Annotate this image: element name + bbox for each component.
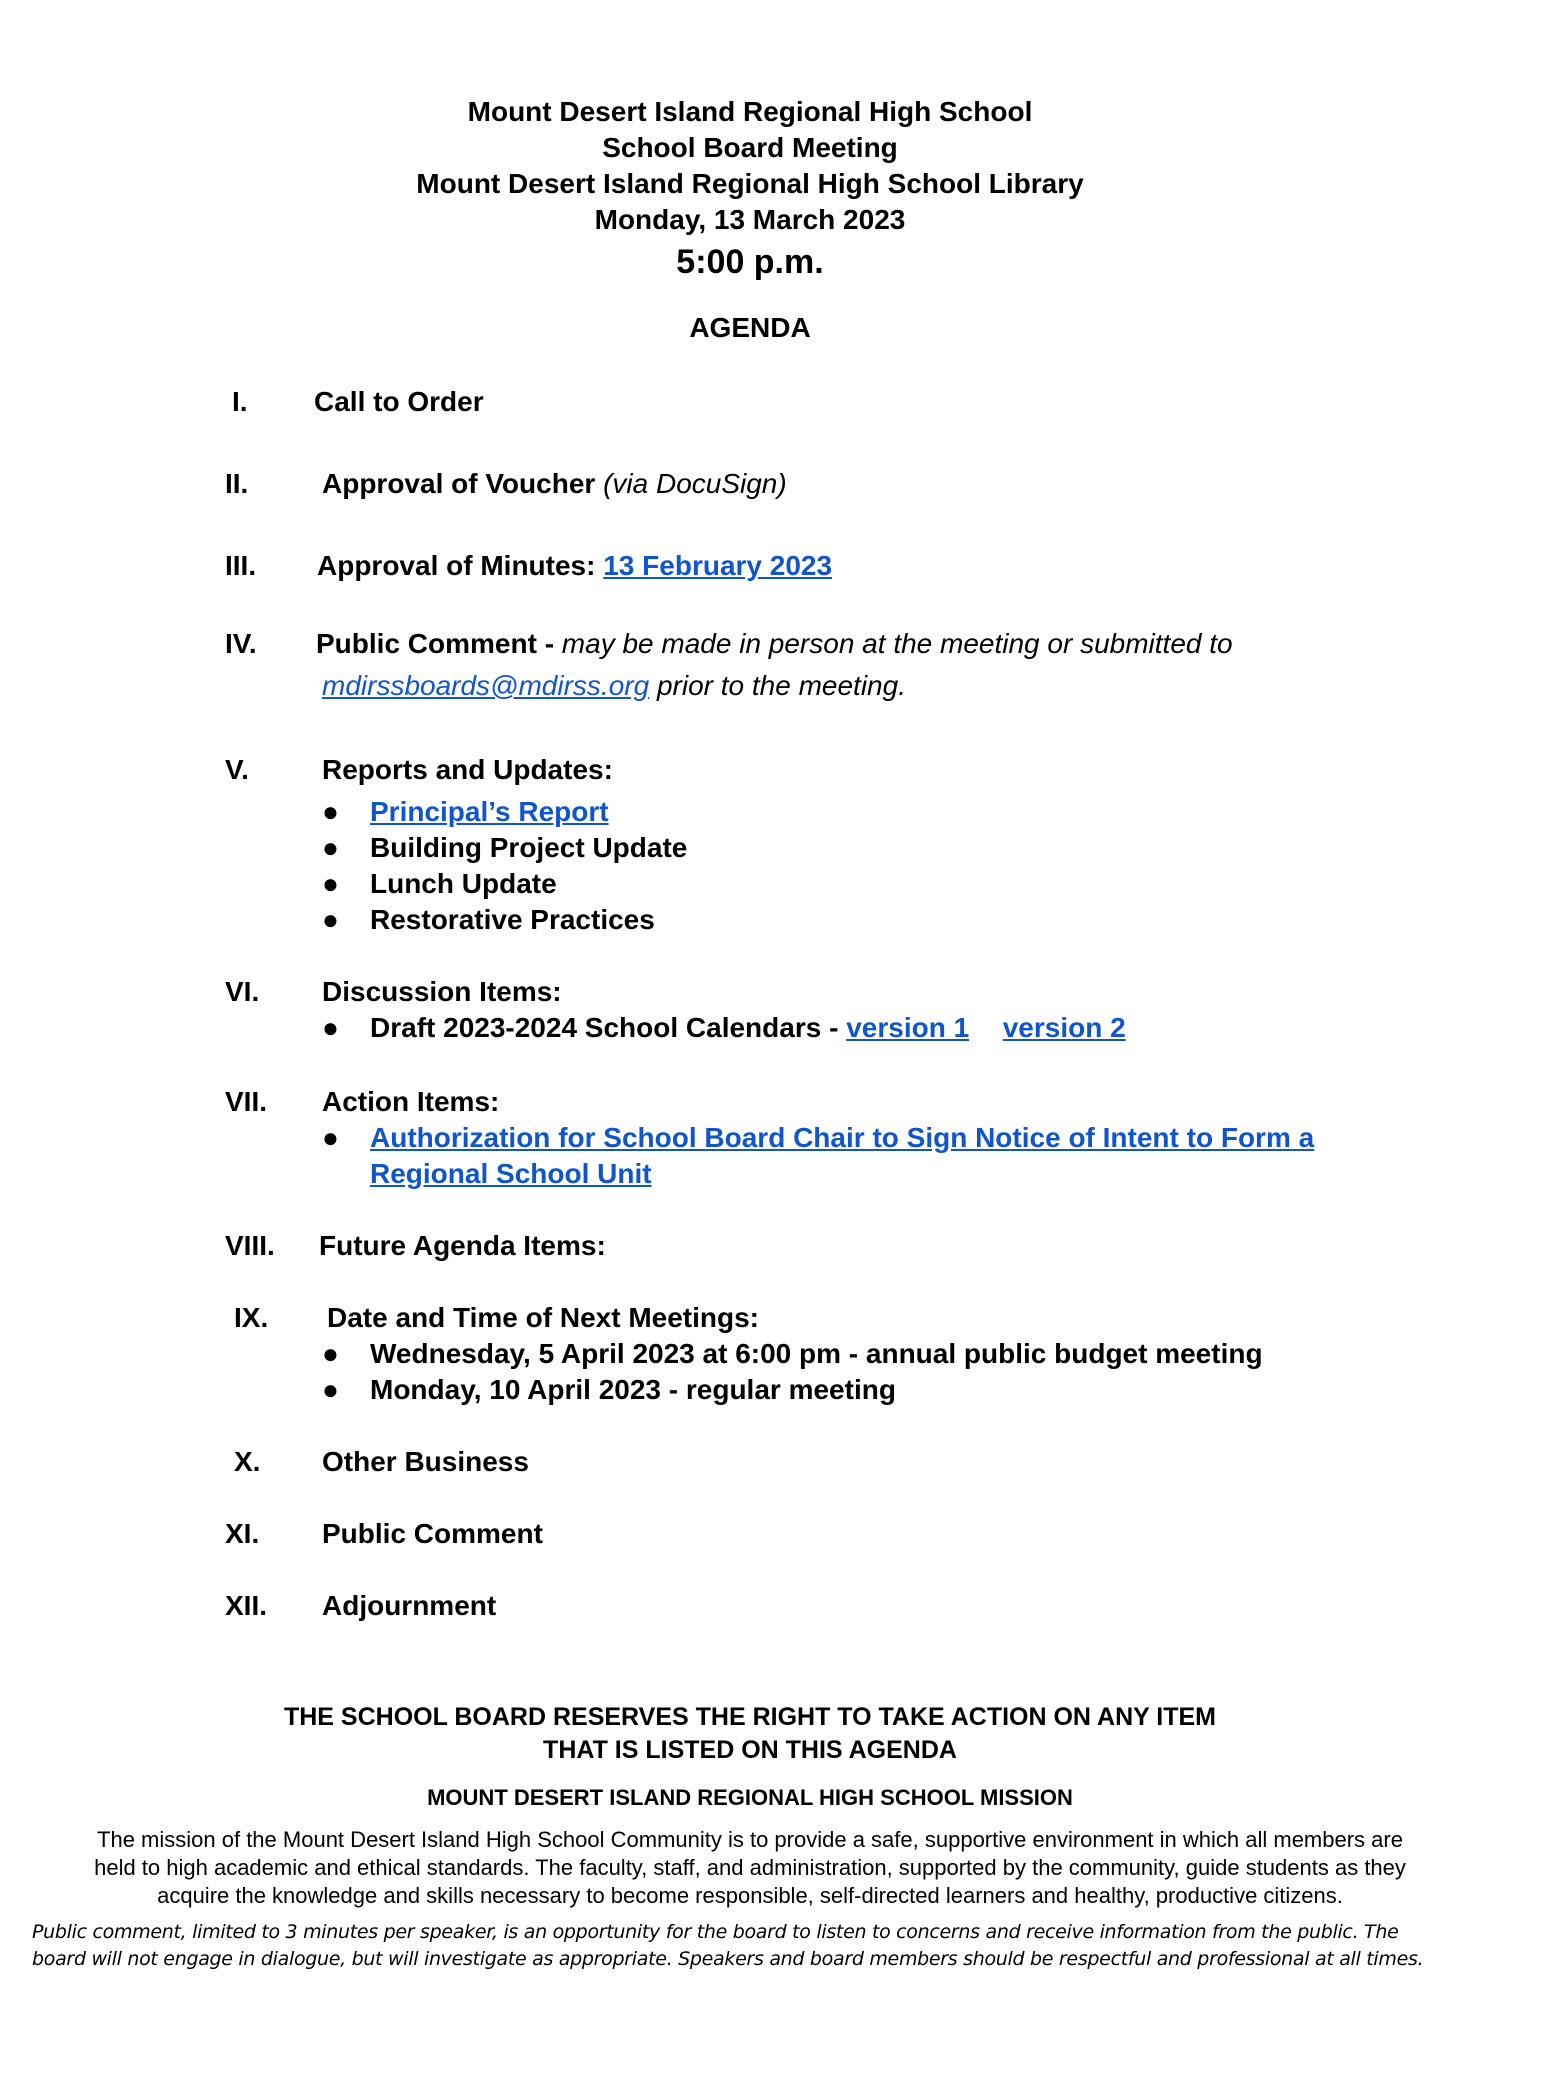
authorization-link[interactable] [370, 1122, 1314, 1189]
list-item [322, 1010, 1126, 1046]
list-item [322, 794, 687, 830]
item-number: XII. [225, 1590, 268, 1621]
mission-title: MOUNT DESERT ISLAND REGIONAL HIGH SCHOOL MISSION [427, 1785, 1073, 1810]
item-title: Action Items: [322, 1086, 500, 1117]
agenda-title: AGENDA [689, 312, 811, 343]
item-title: Call to Order [314, 386, 484, 417]
list-item [322, 1372, 1263, 1408]
item-number: I. [232, 386, 248, 417]
bullet-icon: ● [322, 1122, 339, 1153]
item-title: Reports and Updates: [322, 754, 613, 785]
item-title [322, 466, 787, 502]
list-item [322, 866, 687, 902]
item-note-end: prior to the meeting. [656, 670, 906, 701]
item-number: II. [225, 468, 249, 499]
reserve-line-2: THAT IS LISTED ON THIS AGENDA [543, 1736, 957, 1764]
list-item-text: Lunch Update [370, 868, 557, 899]
mission-line-3: acquire the knowledge and skills necessary to become responsible, self-directed learners and healthy, productive citizens. [157, 1883, 1343, 1908]
public-note-line-1: Public comment, limited to 3 minutes per speaker, is an opportunity for the board to listen to concerns and receive information from the public. The [32, 1921, 1399, 1943]
list-item-text: Draft 2023-2024 School Calendars - [370, 1012, 839, 1043]
meetings-bullet-list [322, 1336, 1263, 1408]
item-title: Future Agenda Items: [319, 1230, 606, 1261]
meeting-date: Monday, 13 March 2023 [594, 204, 906, 235]
calendar-version-2-link[interactable]: version 2 [1002, 1012, 1126, 1043]
bullet-icon: ● [322, 832, 339, 863]
bullet-icon: ● [322, 868, 339, 899]
item-number: III. [225, 550, 257, 581]
item-number: VI. [225, 976, 260, 1007]
item-title [317, 548, 832, 584]
item-number: XI. [225, 1518, 260, 1549]
document-header [0, 94, 1500, 346]
item-number: IV. [225, 628, 257, 659]
list-item [322, 830, 687, 866]
item-title: Adjournment [322, 1590, 497, 1621]
mission-line-1: The mission of the Mount Desert Island High School Community is to provide a safe, supportive environment in which all members are [97, 1827, 1403, 1852]
list-item [322, 1336, 1263, 1372]
item-number: IX. [234, 1302, 269, 1333]
mission-statement [28, 1826, 1472, 1910]
item-number: VIII. [225, 1230, 275, 1261]
bullet-icon: ● [322, 796, 339, 827]
list-item-text: Building Project Update [370, 832, 688, 863]
reserve-line-1: THE SCHOOL BOARD RESERVES THE RIGHT TO TAKE ACTION ON ANY ITEM [283, 1703, 1217, 1731]
public-note-line-2: board will not engage in dialogue, but will investigate as appropriate. Speakers and board members should be respectful and professional at all times. [32, 1948, 1424, 1970]
item-title: Date and Time of Next Meetings: [327, 1302, 760, 1333]
item-title-text: Approval of Voucher [322, 468, 596, 499]
reserve-right-notice [0, 1701, 1500, 1767]
meeting-location: Mount Desert Island Regional High School Library [416, 168, 1084, 199]
list-item [322, 1120, 1314, 1192]
item-title: Public Comment [322, 1518, 543, 1549]
discussion-bullet-list [322, 1010, 1126, 1046]
list-item-text: Wednesday, 5 April 2023 at 6:00 pm - annual public budget meeting [370, 1338, 1263, 1369]
list-item-text: Restorative Practices [370, 904, 655, 935]
reports-bullet-list [322, 794, 687, 938]
action-bullet-list [322, 1120, 1314, 1192]
item-number: X. [234, 1446, 261, 1477]
item-note-line2 [322, 668, 906, 704]
item-note: may be made in person at the meeting or submitted to [561, 628, 1233, 659]
meeting-time: 5:00 p.m. [676, 243, 824, 281]
principals-report-link[interactable]: Principal’s Report [370, 796, 609, 827]
list-item-text: Monday, 10 April 2023 - regular meeting [370, 1374, 896, 1405]
public-comment-note [32, 1919, 1502, 1973]
board-email-link[interactable]: mdirssboards@mdirss.org [322, 670, 650, 701]
item-title-text: Public Comment - [316, 628, 555, 659]
bullet-icon: ● [322, 1338, 339, 1369]
item-title: Discussion Items: [322, 976, 562, 1007]
calendar-version-1-link[interactable]: version 1 [846, 1012, 970, 1043]
authorization-link-line1[interactable]: Authorization for School Board Chair to Sign Notice of Intent to Form a [370, 1122, 1315, 1153]
item-title-text: Approval of Minutes: [317, 550, 596, 581]
item-number: VII. [225, 1086, 268, 1117]
item-title: Other Business [322, 1446, 529, 1477]
item-title [316, 626, 1233, 662]
bullet-icon: ● [322, 904, 339, 935]
minutes-link[interactable]: 13 February 2023 [603, 550, 833, 581]
bullet-icon: ● [322, 1012, 339, 1043]
item-note: (via DocuSign) [603, 468, 787, 499]
item-number: V. [225, 754, 249, 785]
authorization-link-line2[interactable]: Regional School Unit [370, 1158, 652, 1189]
bullet-icon: ● [322, 1374, 339, 1405]
list-item [322, 902, 687, 938]
mission-line-2: held to high academic and ethical standards. The faculty, staff, and administration, supported by the community, guide students as they [94, 1855, 1406, 1880]
school-name: Mount Desert Island Regional High School [467, 96, 1033, 127]
meeting-name: School Board Meeting [602, 132, 898, 163]
